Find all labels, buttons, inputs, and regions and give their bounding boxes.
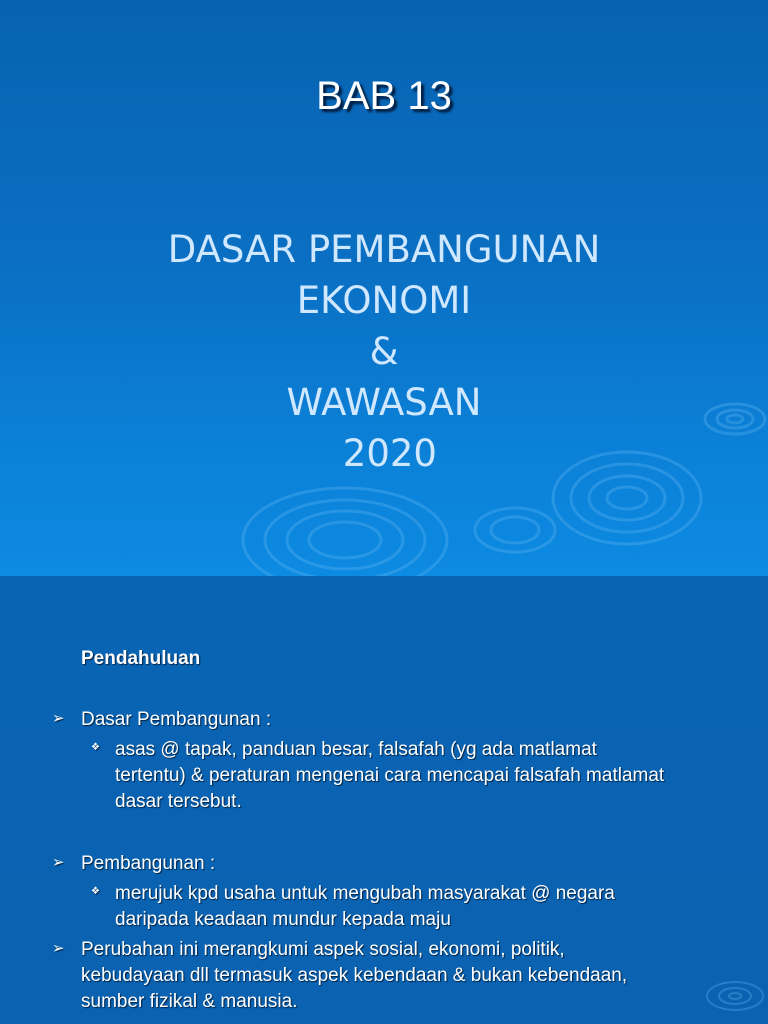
- text-line: asas @ tapak, panduan besar, falsafah (yg ada matlamat: [115, 739, 597, 760]
- sub-bullet-text: [115, 737, 745, 815]
- text-line: Perubahan ini merangkumi aspek sosial, ekonomi, politik,: [81, 939, 565, 960]
- subtitle-line: DASAR PEMBANGUNAN: [167, 228, 601, 271]
- bullet-text: [81, 937, 751, 1015]
- bullet-text: Pembangunan :: [81, 853, 216, 874]
- sub-bullet-text: [115, 881, 745, 933]
- text-line: sumber fizikal & manusia.: [81, 991, 298, 1012]
- content-slide: [0, 576, 768, 1024]
- text-line: merujuk kpd usaha untuk mengubah masyarakat @ negara: [115, 883, 615, 904]
- slide-subtitle: [0, 224, 768, 479]
- arrow-bullet-icon: ➢: [52, 940, 65, 957]
- diamond-bullet-icon: ❖: [91, 742, 100, 753]
- text-line: dasar tersebut.: [115, 791, 242, 812]
- arrow-bullet-icon: ➢: [52, 710, 65, 727]
- subtitle-line: &: [369, 330, 399, 373]
- subtitle-line: EKONOMI: [296, 279, 472, 322]
- text-line: daripada keadaan mundur kepada maju: [115, 909, 451, 930]
- bullet-text: Dasar Pembangunan :: [81, 709, 272, 730]
- text-line: tertentu) & peraturan mengenai cara mencapai falsafah matlamat: [115, 765, 665, 786]
- subtitle-line: WAWASAN: [286, 381, 482, 424]
- diamond-bullet-icon: ❖: [91, 886, 100, 897]
- subtitle-line: 2020: [331, 432, 437, 475]
- section-heading: Pendahuluan: [81, 648, 201, 669]
- slide-title: BAB 13: [316, 74, 452, 118]
- text-line: kebudayaan dll termasuk aspek kebendaan & bukan kebendaan,: [81, 965, 628, 986]
- arrow-bullet-icon: ➢: [52, 854, 65, 871]
